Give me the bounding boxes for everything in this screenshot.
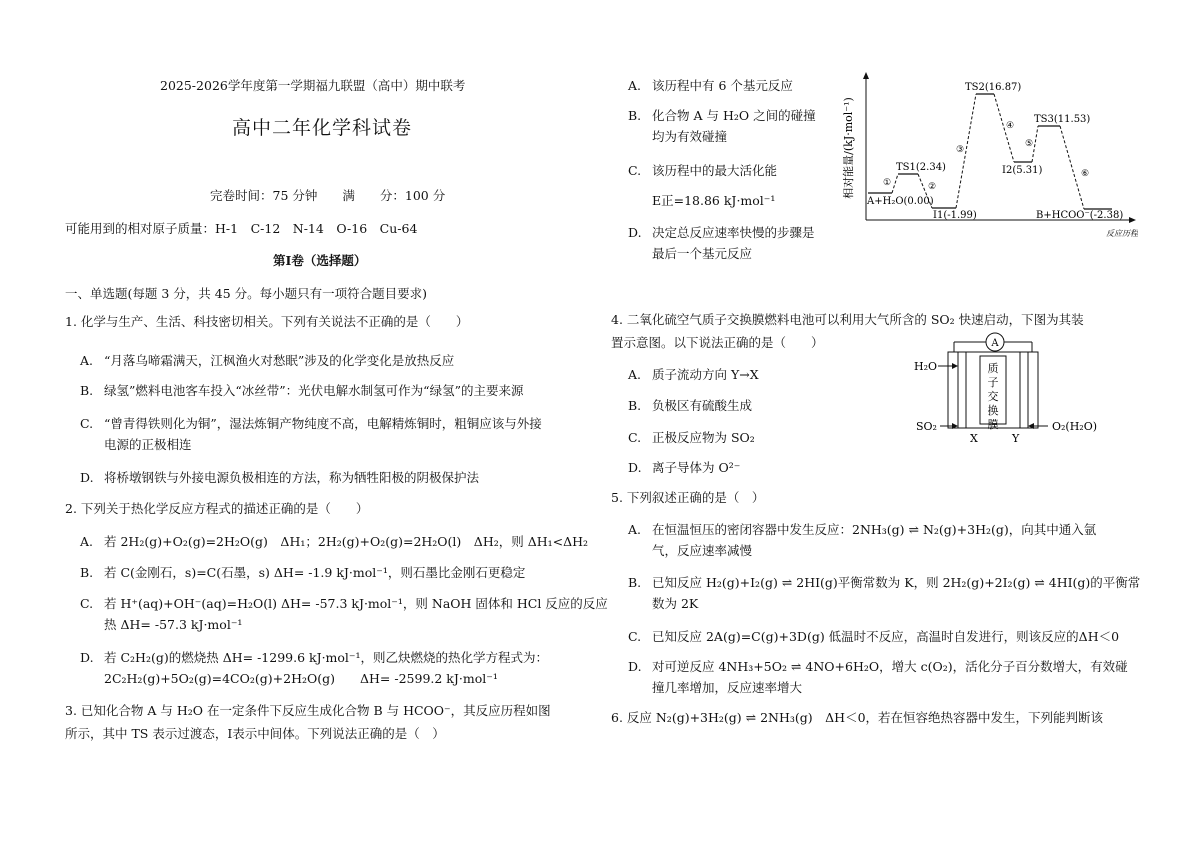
q4-stem: 4. 二氧化硫空气质子交换膜燃料电池可以利用大气所含的 SO₂ 快速启动，下图为其装 [611,312,1084,327]
q2-option-c-cont: 热 ΔH= -57.3 kJ·mol⁻¹ [104,617,243,632]
h2o-inlet-label: H₂O [914,360,938,373]
option-text: 绿氢”燃料电池客车投入“冰丝带”：光伏电解水制氢可作为“绿氢”的主要来源 [104,383,524,398]
option-letter: B. [80,565,94,580]
energy-profile-diagram [838,72,1138,240]
ammeter-label: A [991,338,999,349]
option-letter: B. [80,383,94,398]
q3-option-c [628,160,777,181]
level-label-i1: Ⅰ1(-1.99) [933,210,977,221]
option-letter: A. [628,522,642,537]
level-label-end: B+HCOO⁻(-2.38) [1036,210,1124,221]
q5-option-a [628,519,1096,540]
option-text: “月落乌啼霜满天，江枫渔火对愁眠”涉及的化学变化是放热反应 [104,353,455,368]
q3-stem: 3. 已知化合物 A 与 H₂O 在一定条件下反应生成化合物 B 与 HCOO⁻，其反应历程如图 [65,703,551,718]
q5-option-a-cont: 气，反应速率减慢 [652,543,753,558]
exam-title: 高中二年化学科试卷 [232,117,413,139]
option-text: 在恒温恒压的密闭容器中发生反应：2NH₃(g) ⇌ N₂(g)+3H₂(g)，向其中通入氩 [652,522,1097,537]
step-marker-3: ③ [956,145,965,155]
option-text: 负极区有硫酸生成 [652,398,753,413]
q1-option-a [80,350,454,371]
option-text: 若 H⁺(aq)+OH⁻(aq)=H₂O(l) ΔH= -57.3 kJ·mol⁻¹，则 NaOH 固体和 HCl 反应的反应 [104,596,608,611]
membrane-char-3: 交 [987,390,999,403]
q5-option-c [628,626,1119,647]
fuel-cell-diagram [908,330,1108,448]
option-letter: A. [628,78,642,93]
q5-option-b [628,572,1140,593]
option-text: 正极反应物为 SO₂ [652,430,755,445]
option-letter: C. [80,416,94,431]
q4-option-b [628,395,752,416]
option-letter: D. [80,650,94,665]
option-letter: B. [628,108,642,123]
q2-option-a [80,531,588,552]
option-text: 质子流动方向 Y→X [652,367,759,382]
section-heading: 一、单选题(每题 3 分，共 45 分。每小题只有一项符合题目要求) [65,286,428,301]
option-letter: A. [628,367,642,382]
option-text: 已知反应 H₂(g)+I₂(g) ⇌ 2HI(g)平衡常数为 K，则 2H₂(g)+2I₂(g) ⇌ 4HI(g)的平衡常 [652,575,1141,590]
option-text: 若 C(金刚石，s)=C(石墨，s) ΔH= -1.9 kJ·mol⁻¹，则石墨比金刚石更稳定 [104,565,526,580]
level-label-start: A+H₂O(0.00) [867,196,934,207]
o2-inlet-label: O₂(H₂O) [1052,420,1098,433]
level-label-i2: Ⅰ2(5.31) [1002,165,1043,176]
diagram-xlabel: 反应历程 [1106,229,1138,238]
step-marker-4: ④ [1006,121,1015,131]
option-text: 若 C₂H₂(g)的燃烧热 ΔH= -1299.6 kJ·mol⁻¹，则乙炔燃烧的热化学方程式为： [104,650,549,665]
membrane-char-2: 子 [987,376,999,389]
option-text: 化合物 A 与 H₂O 之间的碰撞 [652,108,816,123]
option-text: 将桥墩钢铁与外接电源负极相连的方法，称为牺牲阳极的阴极保护法 [104,470,480,485]
electrode-y-label: Y [1012,432,1020,445]
q3-stem-cont: 所示，其中 TS 表示过渡态，Ⅰ表示中间体。下列说法正确的是（ ） [65,726,445,741]
q3-option-d-cont: 最后一个基元反应 [652,246,753,261]
q3-option-d [628,222,815,243]
q1-option-b [80,380,523,401]
option-text: 该历程中的最大活化能 [652,163,778,178]
q6-stem: 6. 反应 N₂(g)+3H₂(g) ⇌ 2NH₃(g) ΔH＜0，若在恒容绝热容器中发生，下列能判断该 [611,710,1104,725]
level-label-ts2: TS2(16.87) [965,82,1022,93]
option-letter: D. [628,460,642,475]
q1-stem: 1. 化学与生产、生活、科技密切相关。下列有关说法不正确的是（ ） [65,314,469,329]
option-letter: B. [628,398,642,413]
step-marker-6: ⑥ [1081,169,1090,179]
q5-option-d-cont: 撞几率增加，反应速率增大 [652,680,803,695]
q2-option-d [80,647,548,668]
q5-stem: 5. 下列叙述正确的是（ ） [611,490,765,505]
option-text: 对可逆反应 4NH₃+5O₂ ⇌ 4NO+6H₂O，增大 c(O₂)，活化分子百分数增大，有效碰 [652,659,1128,674]
q3-option-b-cont: 均为有效碰撞 [652,129,728,144]
option-text: 决定总反应速率快慢的步骤是 [652,225,815,240]
option-letter: C. [628,163,642,178]
option-letter: D. [628,659,642,674]
q4-option-c [628,427,755,448]
step-marker-1: ① [883,178,892,188]
part-title: 第Ⅰ卷（选择题） [273,253,367,268]
option-text: 已知反应 2A(g)=C(g)+3D(g) 低温时不反应，高温时自发进行，则该反应的ΔH＜0 [652,629,1120,644]
option-text: 若 2H₂(g)+O₂(g)=2H₂O(g) ΔH₁；2H₂(g)+O₂(g)=2H₂O(l) ΔH₂，则 ΔH₁<ΔH₂ [104,534,589,549]
q1-option-d [80,467,479,488]
q3-option-b [628,105,816,126]
option-letter: C. [628,629,642,644]
option-letter: D. [628,225,642,240]
q5-option-d [628,656,1128,677]
option-text: 离子导体为 O²⁻ [652,460,741,475]
membrane-char-5: 膜 [987,418,999,431]
membrane-char-4: 换 [987,404,999,417]
exam-subtitle: 2025-2026学年度第一学期福九联盟（高中）期中联考 [160,78,466,93]
exam-time-info: 完卷时间：75 分钟 满 分：100 分 [210,188,446,203]
q2-option-d-cont: 2C₂H₂(g)+5O₂(g)=4CO₂(g)+2H₂O(g) ΔH= -2599.2 kJ·mol⁻¹ [104,671,498,686]
q3-option-a [628,75,793,96]
option-letter: D. [80,470,94,485]
option-text: “曾青得铁则化为铜”，湿法炼铜产物纯度不高，电解精炼铜时，粗铜应该与外接 [104,416,542,431]
so2-inlet-label: SO₂ [916,420,937,433]
level-label-ts1: TS1(2.34) [896,162,946,173]
option-letter: A. [80,353,94,368]
q4-stem-cont: 置示意图。以下说法正确的是（ ） [611,335,824,350]
q1-option-c-cont: 电源的正极相连 [104,437,192,452]
q4-option-d [628,457,740,478]
electrode-x-label: X [970,432,978,445]
q3-option-c-cont: E正=18.86 kJ·mol⁻¹ [652,193,776,208]
option-letter: C. [628,430,642,445]
option-letter: B. [628,575,642,590]
step-marker-5: ⑤ [1025,139,1034,149]
q1-option-c [80,413,542,434]
atomic-masses: 可能用到的相对原子质量：H-1 C-12 N-14 O-16 Cu-64 [65,221,418,236]
option-text: 该历程中有 6 个基元反应 [652,78,793,93]
option-letter: C. [80,596,94,611]
q5-option-b-cont: 数为 2K [652,596,699,611]
q4-option-a [628,364,759,385]
q2-option-c [80,593,608,614]
q2-option-b [80,562,525,583]
diagram-ylabel: 相对能量/(kJ·mol⁻¹) [842,97,855,199]
option-letter: A. [80,534,94,549]
membrane-char-1: 质 [987,362,999,375]
step-marker-2: ② [928,182,937,192]
q2-stem: 2. 下列关于热化学反应方程式的描述正确的是（ ） [65,501,369,516]
level-label-ts3: TS3(11.53) [1034,114,1091,125]
